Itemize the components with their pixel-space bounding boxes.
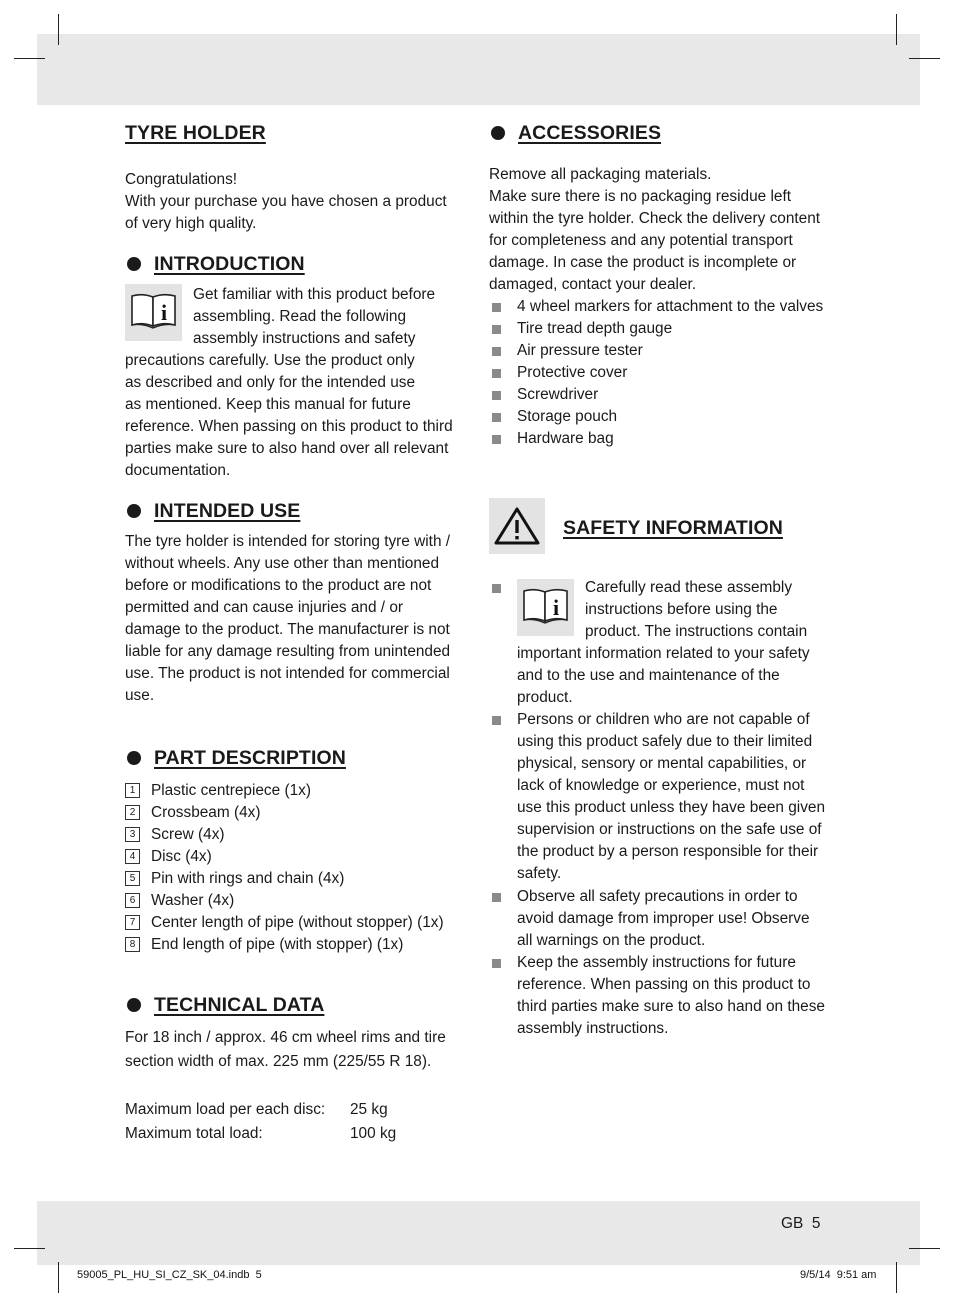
part-number: 3 bbox=[125, 827, 140, 842]
part-number: 2 bbox=[125, 805, 140, 820]
part-number: 5 bbox=[125, 871, 140, 886]
part-number: 1 bbox=[125, 783, 140, 798]
list-item: 7 Center length of pipe (without stopper) (1x) bbox=[125, 912, 465, 934]
safety-wrap-text: Carefully read these assembly instructions before using the product. The instructions contain bbox=[585, 579, 808, 640]
list-item: Screwdriver bbox=[489, 384, 834, 406]
crop-mark bbox=[58, 14, 59, 45]
list-item: Keep the assembly instructions for future reference. When passing on this product to third parties make sure to also hand on these assembly instructions. bbox=[489, 952, 834, 1040]
technical-data-text: For 18 inch / approx. 46 cm wheel rims and tire section width of max. 225 mm (225/55 R 18). bbox=[125, 1029, 446, 1070]
square-bullet-icon bbox=[492, 347, 501, 356]
specs-table bbox=[125, 1098, 465, 1146]
square-bullet-icon bbox=[492, 959, 501, 968]
safety-information-title: SAFETY INFORMATION bbox=[563, 517, 783, 539]
table-row: Maximum total load: 100 kg bbox=[125, 1125, 397, 1142]
intended-use-heading bbox=[127, 500, 300, 522]
list-item: Air pressure tester bbox=[489, 340, 834, 362]
footer-band bbox=[37, 1201, 920, 1265]
print-file-info: 59005_PL_HU_SI_CZ_SK_04.indb 5 bbox=[77, 1269, 262, 1281]
bullet-dot-icon bbox=[491, 126, 505, 140]
list-item: 1 Plastic centrepiece (1x) bbox=[125, 780, 465, 802]
crop-mark bbox=[14, 58, 45, 59]
list-item: Protective cover bbox=[489, 362, 834, 384]
technical-data-title: TECHNICAL DATA bbox=[154, 994, 325, 1016]
crop-mark bbox=[896, 1262, 897, 1293]
accessories-title: ACCESSORIES bbox=[518, 122, 662, 144]
square-bullet-icon bbox=[492, 584, 501, 593]
list-item: i Carefully read these assembly instructions before using the product. The instructions contain important information related to your safety and to the use and maintenance of the product. bbox=[489, 577, 834, 709]
part-description-title: PART DESCRIPTION bbox=[154, 747, 346, 769]
list-item: 4 Disc (4x) bbox=[125, 846, 465, 868]
part-number: 6 bbox=[125, 893, 140, 908]
crop-mark bbox=[14, 1248, 45, 1249]
manual-info-icon bbox=[517, 579, 574, 636]
print-timestamp: 9/5/14 9:51 am bbox=[800, 1269, 877, 1281]
square-bullet-icon bbox=[492, 303, 501, 312]
part-number: 4 bbox=[125, 849, 140, 864]
introduction-text-wrap: Get familiar with this product before assembling. Read the following assembly instructions and safety bbox=[193, 286, 436, 347]
list-item: Persons or children who are not capable of using this product safely due to their limited physical, sensory or mental capabilities, or lack of knowledge or experience, must not use this product unless they have been given supervision or instructions on the safe use of the product by a person responsible for their safety. bbox=[489, 709, 834, 885]
header-band bbox=[37, 34, 920, 105]
page-number: GB 5 bbox=[781, 1215, 821, 1232]
list-item: Observe all safety precautions in order to avoid damage from improper use! Observe all warnings on the product. bbox=[489, 886, 834, 952]
introduction-text: precautions carefully. Use the product only as described and only for the intended use as mentioned. Keep this manual for future reference. When passing on this product to third parties make sure to also hand over all relevant documentation. bbox=[125, 352, 453, 479]
technical-data-heading bbox=[127, 994, 324, 1016]
introduction-title: INTRODUCTION bbox=[154, 253, 305, 275]
warning-icon bbox=[489, 498, 545, 554]
bullet-dot-icon bbox=[127, 998, 141, 1012]
crop-mark bbox=[909, 58, 940, 59]
part-list bbox=[125, 780, 465, 956]
bullet-dot-icon bbox=[127, 504, 141, 518]
list-item: Storage pouch bbox=[489, 406, 834, 428]
list-item: 3 Screw (4x) bbox=[125, 824, 465, 846]
list-item: Hardware bag bbox=[489, 428, 834, 450]
square-bullet-icon bbox=[492, 369, 501, 378]
square-bullet-icon bbox=[492, 435, 501, 444]
crop-mark bbox=[909, 1248, 940, 1249]
list-item: Tire tread depth gauge bbox=[489, 318, 834, 340]
safety-list bbox=[489, 577, 834, 1040]
bullet-dot-icon bbox=[127, 751, 141, 765]
part-number: 8 bbox=[125, 937, 140, 952]
bullet-dot-icon bbox=[127, 257, 141, 271]
list-item: 2 Crossbeam (4x) bbox=[125, 802, 465, 824]
square-bullet-icon bbox=[492, 391, 501, 400]
square-bullet-icon bbox=[492, 716, 501, 725]
manual-info-icon bbox=[125, 284, 182, 341]
intended-use-title: INTENDED USE bbox=[154, 500, 301, 522]
table-row: Maximum load per each disc: 25 kg bbox=[125, 1101, 388, 1118]
list-item: 8 End length of pipe (with stopper) (1x) bbox=[125, 934, 465, 956]
list-item: 5 Pin with rings and chain (4x) bbox=[125, 868, 465, 890]
crop-mark bbox=[896, 14, 897, 45]
tyre-holder-text: Congratulations! With your purchase you have chosen a product of very high quality. bbox=[125, 171, 447, 232]
tyre-holder-title: TYRE HOLDER bbox=[125, 122, 266, 144]
list-item: 4 wheel markers for attachment to the valves bbox=[489, 296, 834, 318]
square-bullet-icon bbox=[492, 893, 501, 902]
svg-text:i: i bbox=[553, 595, 560, 620]
list-item: 6 Washer (4x) bbox=[125, 890, 465, 912]
introduction-heading bbox=[127, 253, 305, 275]
square-bullet-icon bbox=[492, 325, 501, 334]
part-description-heading bbox=[127, 747, 346, 769]
crop-mark bbox=[58, 1262, 59, 1293]
square-bullet-icon bbox=[492, 413, 501, 422]
accessories-heading bbox=[491, 122, 661, 144]
part-number: 7 bbox=[125, 915, 140, 930]
intended-use-text: The tyre holder is intended for storing tyre with / without wheels. Any use other than mentioned before or modifications to the product are not permitted and can cause injuries and / or damage to the product. The manufacturer is not liable for any damage resulting from unintended use. The product is not intended for commercial use. bbox=[125, 533, 451, 704]
svg-text:i: i bbox=[161, 300, 168, 325]
accessories-text: Remove all packaging materials. Make sure there is no packaging residue left within the tyre holder. Check the delivery content for completeness and any potential transport damage. In case the product is incomplete or damaged, contact your dealer. 4 wheel markers for attachment to the valves Tire tread depth gauge Air pressure tester Protective cover Screwdriver Storage pouch Hardware bag bbox=[489, 164, 834, 450]
